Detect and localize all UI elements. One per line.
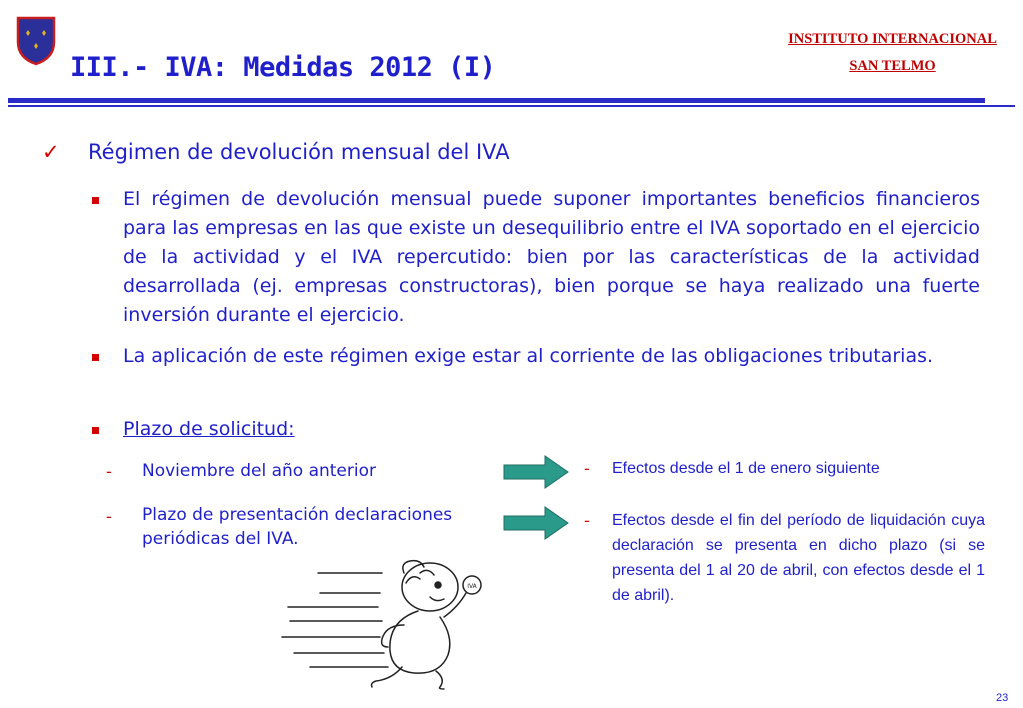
dash-marker: - bbox=[584, 511, 590, 530]
sub-item-1: Noviembre del año anterior bbox=[142, 461, 376, 481]
badge-text: IVA bbox=[467, 583, 477, 590]
shield-logo-icon bbox=[16, 16, 56, 66]
arrow-right-icon bbox=[503, 455, 569, 489]
sub-item-2: Plazo de presentación declaraciones periódicas del IVA. bbox=[142, 505, 453, 549]
institution-name bbox=[770, 26, 1015, 80]
bullet-square-icon bbox=[92, 197, 99, 204]
bullet-text-3: Plazo de solicitud: bbox=[123, 418, 295, 440]
dash-marker: - bbox=[584, 459, 590, 478]
institution-line-2: SAN TELMO bbox=[849, 58, 936, 74]
checkmark-icon: ✓ bbox=[42, 140, 60, 164]
header-rule-thick bbox=[8, 98, 985, 103]
section-heading: Régimen de devolución mensual del IVA bbox=[88, 140, 510, 164]
page-title: III.- IVA: Medidas 2012 (I) bbox=[70, 52, 496, 83]
effect-text-1: Efectos desde el 1 de enero siguiente bbox=[612, 460, 880, 477]
bullet-text-2: La aplicación de este régimen exige estar al corriente de las obligaciones tributarias. bbox=[123, 345, 934, 367]
bullet-square-icon bbox=[92, 354, 99, 361]
header-rule-thin bbox=[8, 105, 1015, 107]
dash-marker: - bbox=[106, 507, 112, 526]
page-number: 23 bbox=[996, 692, 1009, 704]
running-man-illustration bbox=[280, 555, 502, 690]
bullet-text-1: El régimen de devolución mensual puede suponer importantes beneficios financieros para las empresas en las que existe un desequilibrio entre el IVA soportado en el ejercicio de la actividad y el IVA repercutido: bien por las características de la actividad desarrollada (ej. empresas constructoras), bien porque se haya realizado una fuerte inversión durante el ejercicio. bbox=[123, 188, 980, 326]
dash-marker: - bbox=[106, 462, 112, 481]
institution-line-1: INSTITUTO INTERNACIONAL bbox=[788, 31, 997, 47]
arrow-right-icon bbox=[503, 506, 569, 540]
bullet-square-icon bbox=[92, 427, 99, 434]
effect-text-2: Efectos desde el fin del período de liquidación cuya declaración se presenta en dicho plazo (si se presenta del 1 al 20 de abril, con efectos desde el 1 de abril). bbox=[612, 512, 985, 604]
